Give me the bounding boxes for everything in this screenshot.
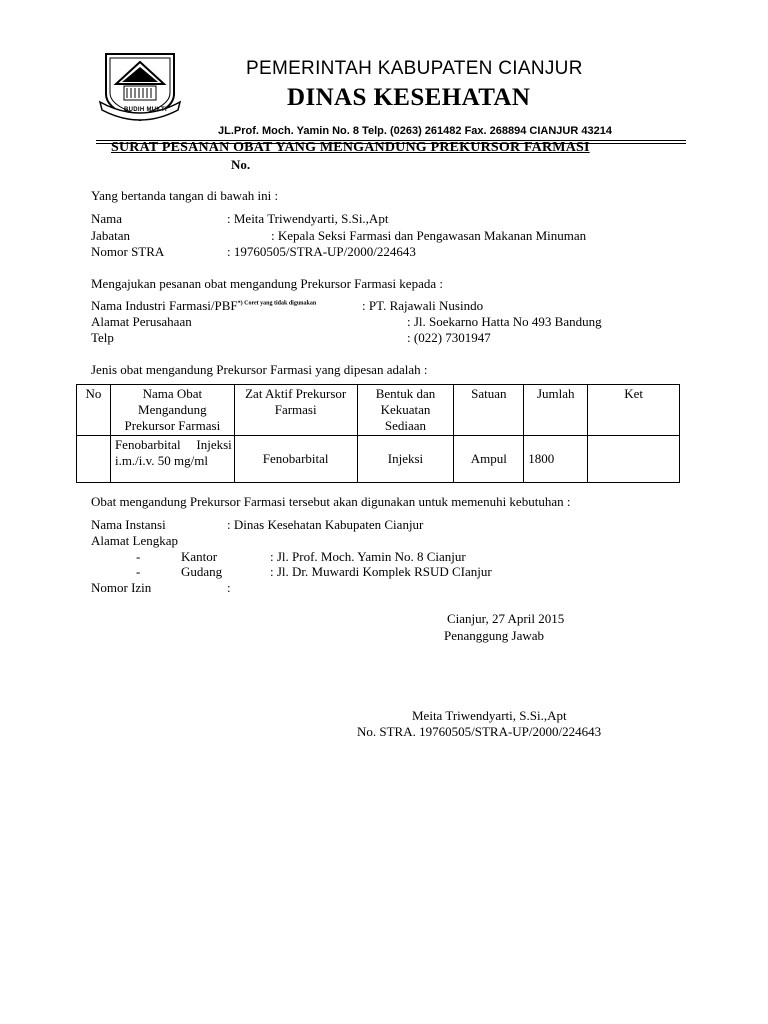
institution-address-label: Alamat Lengkap [91, 533, 178, 548]
table-cell-dosage-form: Injeksi [357, 436, 454, 483]
purpose-intro: Obat mengandung Prekursor Farmasi tersebut akan digunakan untuk memenuhi kebutuhan : [91, 494, 571, 509]
signature-stra: No. STRA. 19760505/STRA-UP/2000/224643 [357, 724, 602, 739]
department-name: DINAS KESEHATAN [287, 84, 531, 111]
supplier-address-label: Alamat Perusahaan [91, 314, 192, 329]
table-cell-no [77, 436, 111, 483]
supplier-phone-label: Telp [91, 330, 114, 345]
column-header: Zat Aktif Prekursor Farmasi [234, 385, 357, 436]
supplier-address-value: : Jl. Soekarno Hatta No 493 Bandung [407, 314, 602, 329]
supplier-industry-note: *) Coret yang tidak digunakan [237, 300, 317, 307]
column-header: Bentuk dan Kekuatan Sediaan [357, 385, 454, 436]
supplier-phone-value: : (022) 7301947 [407, 330, 491, 345]
signature-name: Meita Triwendyarti, S.Si.,Apt [412, 708, 567, 723]
office-value: : Jl. Prof. Moch. Yamin No. 8 Cianjur [270, 549, 466, 564]
table-cell-quantity: 1800 [524, 436, 588, 483]
signer-stra-value: : 19760505/STRA-UP/2000/224643 [227, 244, 416, 259]
table-intro: Jenis obat mengandung Prekursor Farmasi yang dipesan adalah : [91, 362, 428, 377]
signer-position-value: : Kepala Seksi Farmasi dan Pengawasan Makanan Minuman [271, 228, 587, 243]
table-header-row [77, 385, 680, 436]
table-cell-drug-name: Fenobarbital Injeksi i.m./i.v. 50 mg/ml [110, 436, 234, 483]
signer-name-value: : Meita Triwendyarti, S.Si.,Apt [227, 211, 389, 226]
table-cell-note [588, 436, 680, 483]
logo-motto: BUDIH MUKTI [124, 107, 167, 113]
column-header: Satuan [454, 385, 524, 436]
document-title: SURAT PESANAN OBAT YANG MENGANDUNG PREKURSOR FARMASI [111, 140, 590, 155]
supplier-industry-label [91, 298, 316, 314]
column-header: Jumlah [524, 385, 588, 436]
signer-position-label: Jabatan [91, 228, 130, 243]
office-dash: - [136, 549, 141, 564]
institution-name-label: Nama Instansi [91, 517, 166, 532]
warehouse-dash: - [136, 564, 141, 579]
signer-intro: Yang bertanda tangan di bawah ini : [91, 188, 279, 203]
supplier-industry-value: : PT. Rajawali Nusindo [362, 298, 484, 313]
signer-name-label: Nama [91, 211, 123, 226]
signature-role: Penanggung Jawab [444, 628, 545, 643]
signature-place-date: Cianjur, 27 April 2015 [447, 611, 565, 626]
table-cell-unit: Ampul [454, 436, 524, 483]
column-header: Ket [588, 385, 680, 436]
department-address: JL.Prof. Moch. Yamin No. 8 Telp. (0263) 261482 Fax. 268894 CIANJUR 43214 [218, 125, 612, 137]
institution-name-value: : Dinas Kesehatan Kabupaten Cianjur [227, 517, 424, 532]
permit-label: Nomor Izin [91, 580, 152, 595]
column-header: No [77, 385, 111, 436]
office-label: Kantor [181, 549, 218, 564]
supplier-industry-label-text: Nama Industri Farmasi/PBF [91, 298, 238, 313]
table-cell-active-substance: Fenobarbital [234, 436, 357, 483]
table-row [77, 436, 680, 483]
warehouse-label: Gudang [181, 564, 223, 579]
document-number-label: No. [231, 157, 251, 172]
warehouse-value: : Jl. Dr. Muwardi Komplek RSUD CIanjur [270, 564, 492, 579]
government-name: PEMERINTAH KABUPATEN CIANJUR [246, 58, 583, 79]
column-header: Nama Obat Mengandung Prekursor Farmasi [110, 385, 234, 436]
permit-value: : [227, 580, 231, 595]
order-table [76, 384, 680, 483]
signer-stra-label: Nomor STRA [91, 244, 165, 259]
supplier-intro: Mengajukan pesanan obat mengandung Prekursor Farmasi kepada : [91, 276, 443, 291]
